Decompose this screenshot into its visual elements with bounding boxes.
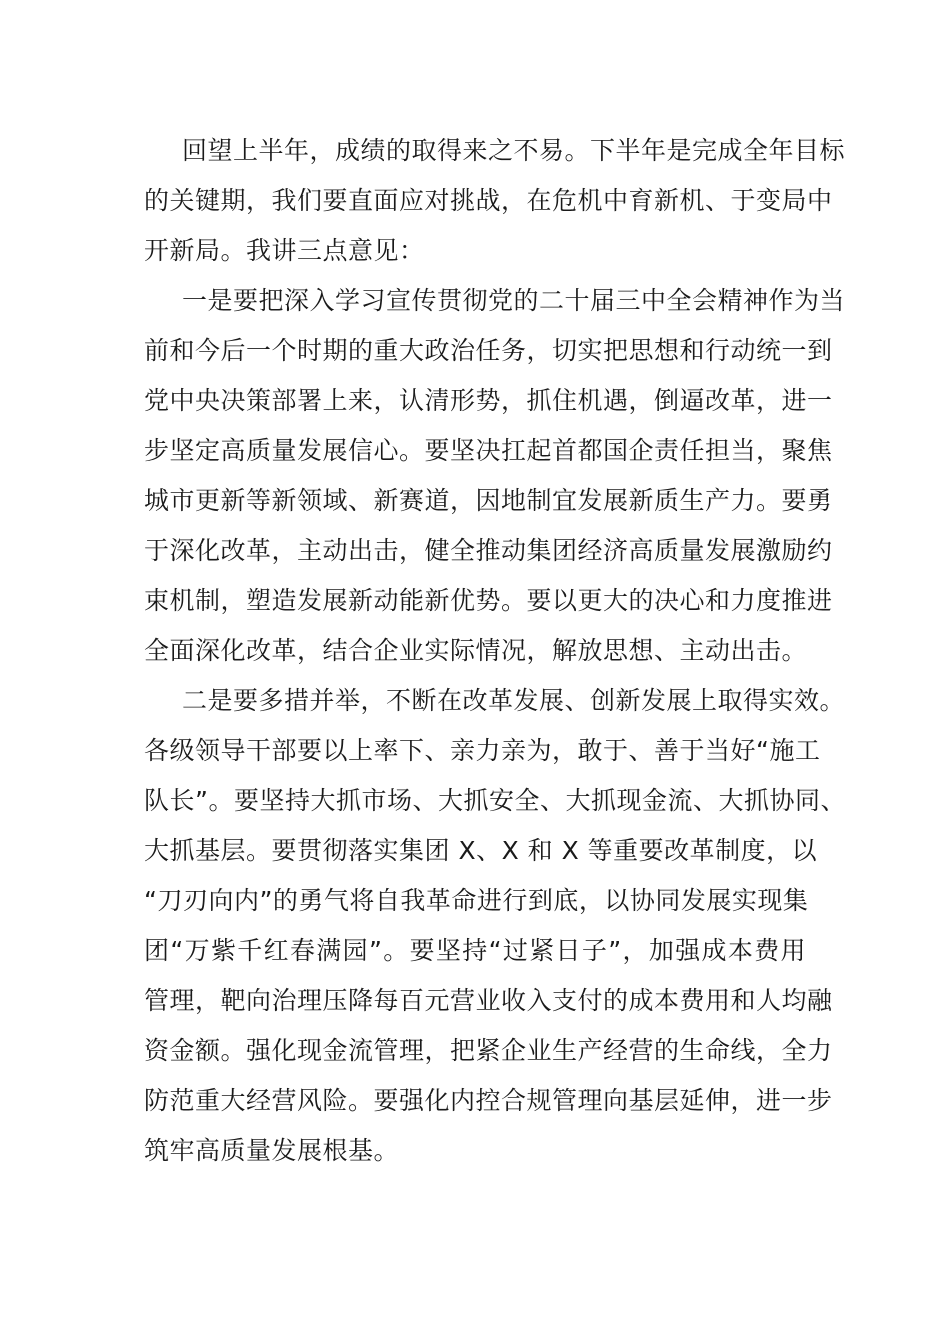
paragraph-1-line-3: 开新局。我讲三点意见： (144, 236, 425, 265)
paragraph-3-line-2: 各级领导干部要以上率下、亲力亲为，敢于、善于当好“施工 (144, 736, 821, 765)
paragraph-2-line-4: 步坚定高质量发展信心。要坚决扛起首都国企责任担当，聚焦 (144, 436, 833, 465)
paragraph-3-line-3: 队长”。要坚持大抓市场、大抓安全、大抓现金流、大抓协同、 (144, 786, 846, 815)
paragraph-3-line-8: 资金额。强化现金流管理，把紧企业生产经营的生命线，全力 (144, 1036, 833, 1065)
paragraph-2-line-8: 全面深化改革，结合企业实际情况，解放思想、主动出击。 (144, 636, 808, 665)
paragraph-2-line-7: 束机制，塑造发展新动能新优势。要以更大的决心和力度推进 (144, 586, 833, 615)
paragraph-3-line-7: 管理，靶向治理压降每百元营业收入支付的成本费用和人均融 (144, 986, 833, 1015)
paragraph-3-line-9: 防范重大经营风险。要强化内控合规管理向基层延伸，进一步 (144, 1086, 833, 1115)
paragraph-3-line-5: “刀刃向内”的勇气将自我革命进行到底，以协同发展实现集 (144, 886, 809, 915)
paragraph-2-line-2: 前和今后一个时期的重大政治任务，切实把思想和行动统一到 (144, 336, 833, 365)
paragraph-1-line-1: 回望上半年，成绩的取得来之不易。下半年是完成全年目标 (182, 136, 846, 165)
document-body (144, 126, 846, 1176)
paragraph-2-line-5: 城市更新等新领域、新赛道，因地制宜发展新质生产力。要勇 (144, 486, 833, 515)
paragraph-2-line-6: 于深化改革，主动出击，健全推动集团经济高质量发展激励约 (144, 536, 833, 565)
paragraph-3-line-1: 二是要多措并举，不断在改革发展、创新发展上取得实效。 (182, 686, 846, 715)
paragraph-3-line-6: 团“万紫千红春满园”。要坚持“过紧日子”，加强成本费用 (144, 936, 806, 965)
paragraph-1-line-2: 的关键期，我们要直面应对挑战，在危机中育新机、于变局中 (144, 186, 833, 215)
paragraph-2-line-1: 一是要把深入学习宣传贯彻党的二十届三中全会精神作为当 (182, 286, 846, 315)
paragraph-3-line-4: 大抓基层。要贯彻落实集团 X、X 和 X 等重要改革制度，以 (144, 836, 818, 865)
paragraph-3-line-10: 筑牢高质量发展根基。 (144, 1136, 400, 1165)
paragraph-2-line-3: 党中央决策部署上来，认清形势，抓住机遇，倒逼改革，进一 (144, 386, 833, 415)
